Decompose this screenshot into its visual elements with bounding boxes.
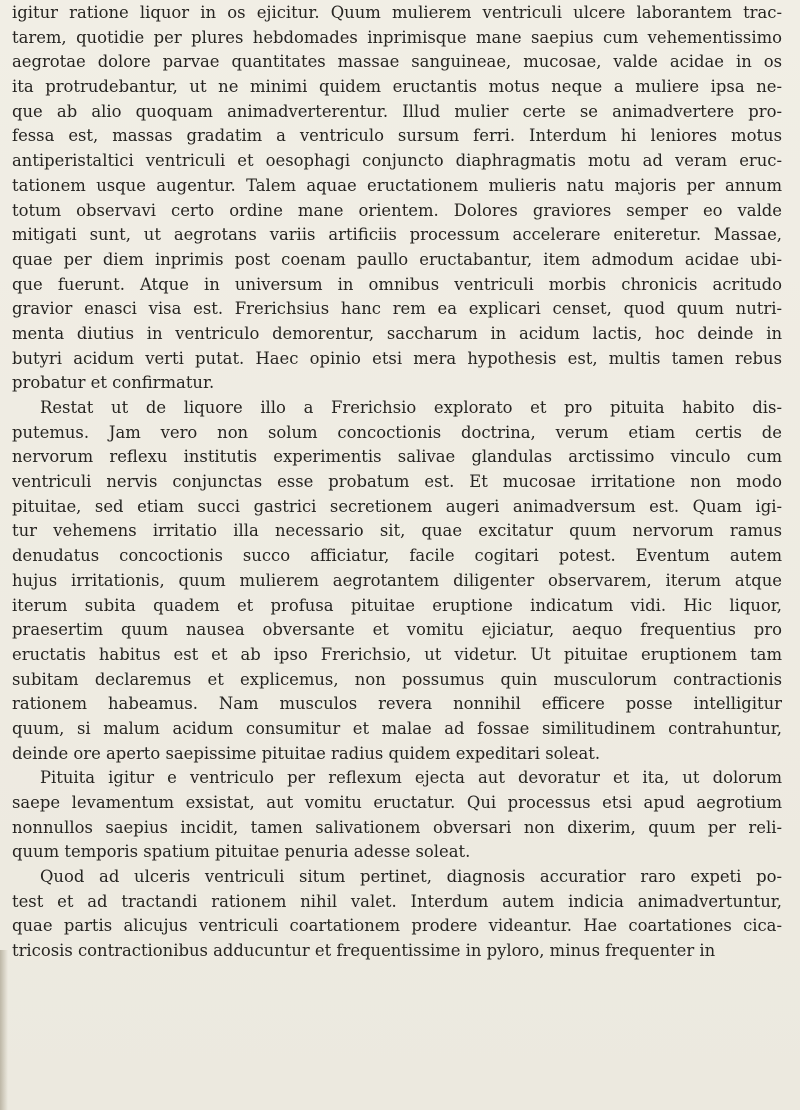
- text-line: aegrotae dolore parvae quantitates massae sanguineae, mucosae, valde acidae in os: [12, 52, 782, 72]
- text-line: tricosis contractionibus adducuntur et frequentissime in pyloro, minus frequenter in: [12, 941, 716, 961]
- text-line: rationem habeamus. Nam musculos revera nonnihil efficere posse intelligitur: [12, 694, 782, 714]
- text-line: test et ad tractandi rationem nihil valet. Interdum autem indicia animadvertuntur,: [12, 891, 782, 911]
- text-line: quum, si malum acidum consumitur et malae ad fossae similitudinem contrahuntur,: [12, 718, 782, 738]
- text-line: menta diutius in ventriculo demorentur, saccharum in acidum lactis, hoc deinde in: [12, 323, 782, 343]
- text-line: deinde ore aperto saepissime pituitae radius quidem expeditari soleat.: [12, 743, 601, 763]
- text-line: butyri acidum verti putat. Haec opinio etsi mera hypothesis est, multis tamen rebus: [12, 348, 782, 368]
- paragraph: [12, 1, 782, 396]
- paragraph: [12, 766, 782, 865]
- text-line: gravior enasci visa est. Frerichsius hanc rem ea explicari censet, quod quum nutri-: [12, 299, 782, 319]
- text-line: tationem usque augentur. Talem aquae eructationem mulieris natu majoris per annum: [12, 175, 782, 195]
- text-line: nonnullos saepius incidit, tamen salivationem obversari non dixerim, quum per reli-: [12, 817, 782, 837]
- text-line: antiperistaltici ventriculi et oesophagi conjuncto diaphragmatis motu ad veram eruc-: [12, 151, 782, 171]
- text-line: subitam declaremus et explicemus, non possumus quin musculorum contractionis: [12, 669, 782, 689]
- text-line: tarem, quotidie per plures hebdomades inprimisque mane saepius cum vehementissimo: [12, 27, 782, 47]
- text-line: que ab alio quoquam animadverterentur. Illud mulier certe se animadvertere pro-: [12, 101, 782, 121]
- text-line: ventriculi nervis conjunctas esse probatum est. Et mucosae irritatione non modo: [12, 472, 782, 492]
- text-line: quum temporis spatium pituitae penuria adesse soleat.: [12, 842, 471, 862]
- text-line: hujus irritationis, quum mulierem aegrotantem diligenter observarem, iterum atque: [12, 570, 782, 590]
- text-line: Pituita igitur e ventriculo per reflexum ejecta aut devoratur et ita, ut dolorum: [40, 768, 782, 788]
- page-edge-shadow: [0, 950, 8, 1110]
- text-line: quae partis alicujus ventriculi coartationem prodere videantur. Hae coartationes cica-: [12, 916, 782, 936]
- text-line: nervorum reflexu institutis experimentis salivae glandulas arctissimo vinculo cum: [12, 447, 782, 467]
- text-line: fessa est, massas gradatim a ventriculo sursum ferri. Interdum hi leniores motus: [12, 126, 782, 146]
- text-line: mitigati sunt, ut aegrotans variis artificiis processum accelerare eniteretur. Massae,: [12, 225, 782, 245]
- text-line: praesertim quum nausea obversante et vomitu ejiciatur, aequo frequentius pro: [12, 620, 782, 640]
- text-line: saepe levamentum exsistat, aut vomitu eructatur. Qui processus etsi apud aegrotium: [12, 793, 782, 812]
- text-line: quae per diem inprimis post coenam paullo eructabantur, item admodum acidae ubi-: [12, 249, 782, 269]
- text-line: iterum subita quadem et profusa pituitae eruptione indicatum vidi. Hic liquor,: [12, 595, 782, 615]
- paragraph: [12, 396, 782, 766]
- text-line: probatur et confirmatur.: [12, 373, 215, 393]
- text-line: Quod ad ulceris ventriculi situm pertinet, diagnosis accuratior raro expeti po-: [40, 867, 782, 887]
- text-line: totum observavi certo ordine mane orientem. Dolores graviores semper eo valde: [12, 200, 782, 220]
- text-line: putemus. Jam vero non solum concoctionis doctrina, verum etiam certis de: [12, 422, 782, 442]
- body-text: [12, 1, 782, 964]
- text-line: igitur ratione liquor in os ejicitur. Quum mulierem ventriculi ulcere laborantem trac-: [12, 3, 782, 22]
- text-line: denudatus concoctionis succo afficiatur, facile cogitari potest. Eventum autem: [12, 546, 782, 566]
- text-line: ita protrudebantur, ut ne minimi quidem eructantis motus neque a muliere ipsa ne-: [12, 77, 782, 97]
- text-line: tur vehemens irritatio illa necessario sit, quae excitatur quum nervorum ramus: [12, 521, 782, 541]
- text-line: eructatis habitus est et ab ipso Frerichsio, ut videtur. Ut pituitae eruptionem tam: [12, 644, 782, 664]
- text-line: que fuerunt. Atque in universum in omnibus ventriculi morbis chronicis acritudo: [12, 274, 782, 294]
- text-line: Restat ut de liquore illo a Frerichsio explorato et pro pituita habito dis-: [40, 398, 782, 417]
- text-line: pituitae, sed etiam succi gastrici secretionem augeri animadversum est. Quam igi-: [12, 496, 782, 516]
- paragraph: [12, 865, 782, 964]
